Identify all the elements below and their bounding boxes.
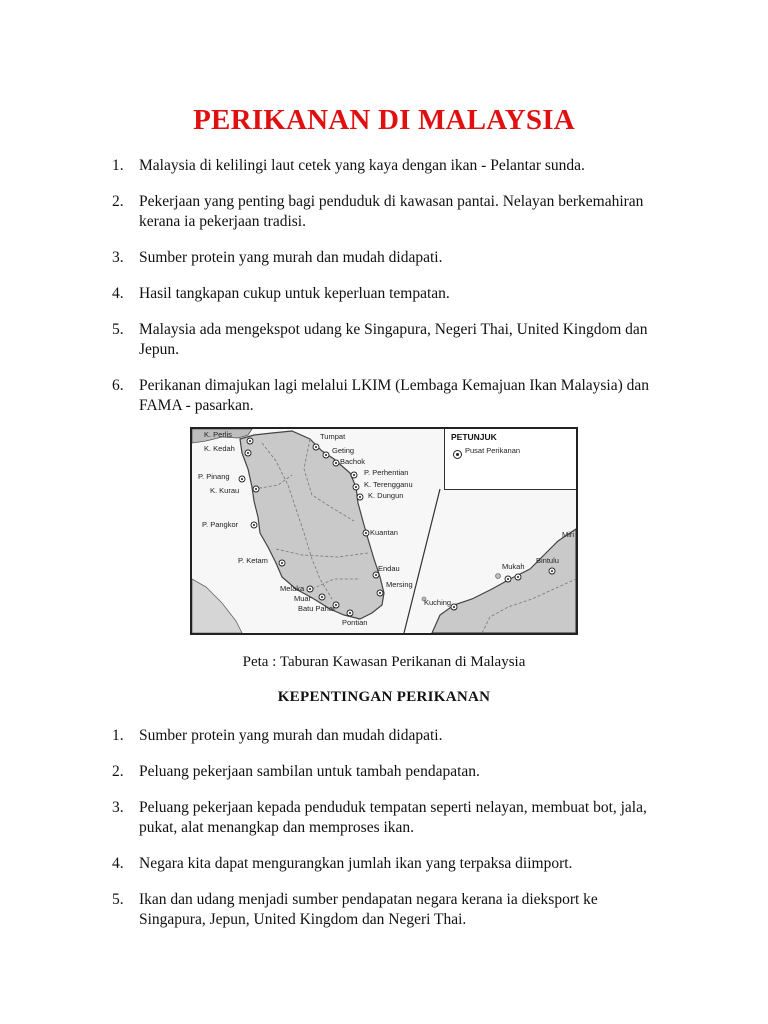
map-label: K. Dungun	[368, 491, 404, 500]
map-label: P. Pinang	[198, 472, 230, 481]
list-item-text: Ikan dan udang menjadi sumber pendapatan negara kerana ia dieksport ke Singapura, Jepun, United Kingdom dan Negeri Thai.	[139, 891, 598, 928]
list-number: 5.	[112, 891, 124, 908]
list-item	[112, 798, 652, 838]
list-item	[112, 854, 652, 874]
map-label: P. Perhentian	[364, 468, 409, 477]
map-label: Melaka	[280, 584, 305, 593]
legend-title: PETUNJUK	[451, 432, 497, 442]
list-item	[112, 284, 652, 304]
map-caption: Peta : Taburan Kawasan Perikanan di Malaysia	[242, 654, 526, 670]
map-label: Pontian	[342, 618, 368, 627]
map-label: Batu Pahat	[298, 604, 336, 613]
map-label: Kuching	[424, 598, 452, 607]
map-label: Geting	[332, 446, 355, 455]
map-label: Muar	[294, 594, 312, 603]
list-item	[112, 156, 652, 176]
list-number: 3.	[112, 799, 124, 816]
list-item	[112, 890, 652, 930]
list-number: 4.	[112, 855, 124, 872]
list-item-text: Malaysia ada mengekspot udang ke Singapura, Negeri Thai, United Kingdom dan Jepun.	[139, 321, 648, 358]
list-item-text: Peluang pekerjaan sambilan untuk tambah pendapatan.	[139, 763, 480, 780]
map-label: Kuantan	[370, 528, 398, 537]
list-number: 3.	[112, 249, 124, 266]
fisheries-map	[190, 427, 578, 635]
list-item-text: Sumber protein yang murah dan mudah didapati.	[139, 727, 443, 744]
list-item	[112, 320, 652, 360]
fishing-centre-icon	[453, 450, 462, 459]
map-label: K. Kedah	[204, 444, 235, 453]
list-item-text: Sumber protein yang murah dan mudah didapati.	[139, 249, 443, 266]
list-item	[112, 248, 652, 268]
map-label: Bintulu	[536, 556, 559, 565]
map-label: K. Perlis	[204, 430, 232, 439]
list-number: 6.	[112, 377, 124, 394]
list-item-text: Hasil tangkapan cukup untuk keperluan tempatan.	[139, 285, 450, 302]
list-number: 1.	[112, 727, 124, 744]
map-label: Mersing	[386, 580, 413, 589]
fisheries-facts-list	[112, 156, 652, 432]
list-item-text: Perikanan dimajukan lagi melalui LKIM (Lembaga Kemajuan Ikan Malaysia) dan FAMA - pasarkan.	[139, 377, 650, 414]
map-label: P. Ketam	[238, 556, 268, 565]
map-label: Tumpat	[320, 432, 346, 441]
legend-item: Pusat Perikanan	[465, 446, 521, 455]
list-item	[112, 726, 652, 746]
list-item-text: Negara kita dapat mengurangkan jumlah ikan yang terpaksa diimport.	[139, 855, 573, 872]
map-label: Mukah	[502, 562, 525, 571]
map-label: K. Kurau	[210, 486, 240, 495]
list-number: 5.	[112, 321, 124, 338]
map-label: Endau	[378, 564, 400, 573]
importance-list	[112, 726, 652, 946]
map-label: Bachok	[340, 457, 366, 466]
section-heading: KEPENTINGAN PERIKANAN	[277, 689, 491, 705]
list-item	[112, 376, 652, 416]
list-number: 1.	[112, 157, 124, 174]
list-item	[112, 762, 652, 782]
list-number: 2.	[112, 193, 124, 210]
list-item-text: Pekerjaan yang penting bagi penduduk di kawasan pantai. Nelayan berkemahiran kerana ia pekerjaan tradisi.	[139, 193, 644, 230]
list-item	[112, 192, 652, 232]
page-title: PERIKANAN DI MALAYSIA	[193, 104, 575, 136]
list-number: 4.	[112, 285, 124, 302]
map-legend	[444, 429, 578, 490]
map-label: Miri	[562, 530, 575, 539]
list-item-text: Peluang pekerjaan kepada penduduk tempatan seperti nelayan, membuat bot, jala, pukat, alat menangkap dan memproses ikan.	[139, 799, 647, 836]
map-label: K. Terengganu	[364, 480, 413, 489]
map-label: P. Pangkor	[202, 520, 239, 529]
list-number: 2.	[112, 763, 124, 780]
list-item-text: Malaysia di kelilingi laut cetek yang kaya dengan ikan - Pelantar sunda.	[139, 157, 585, 174]
